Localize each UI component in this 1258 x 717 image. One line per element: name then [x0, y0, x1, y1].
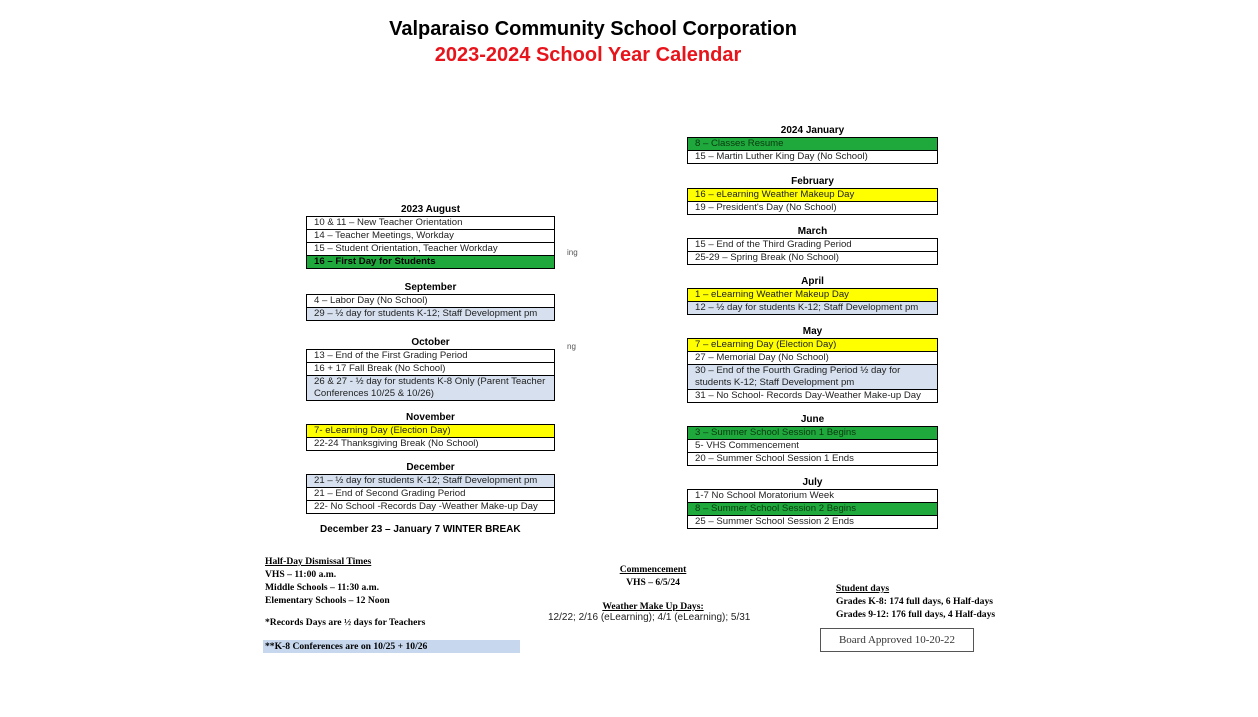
- event-row: 31 – No School- Records Day-Weather Make-up Day: [688, 389, 937, 402]
- event-row: 21 – End of Second Grading Period: [307, 487, 554, 500]
- event-row: 3 – Summer School Session 1 Begins: [688, 427, 937, 439]
- event-row: 8 – Summer School Session 2 Begins: [688, 502, 937, 515]
- event-row: 29 – ½ day for students K-12; Staff Development pm: [307, 307, 554, 320]
- month-events-table: [306, 216, 555, 269]
- event-row: 14 – Teacher Meetings, Workday: [307, 229, 554, 242]
- half-day-dismissal: [265, 555, 390, 607]
- month-events-table: [306, 349, 555, 401]
- event-row: 16 – First Day for Students: [307, 255, 554, 268]
- event-row: 8 – Classes Resume: [688, 138, 937, 150]
- student-days-k8: Grades K-8: 174 full days, 6 Half-days: [836, 596, 993, 607]
- month-events-table: [306, 294, 555, 321]
- month-heading: March: [797, 226, 828, 237]
- month-events-table: [306, 474, 555, 514]
- half-day-line: Middle Schools – 11:30 a.m.: [265, 582, 380, 593]
- event-row: 15 – Student Orientation, Teacher Workday: [307, 242, 554, 255]
- event-row: 1-7 No School Moratorium Week: [695, 490, 834, 501]
- event-row: 22- No School -Records Day -Weather Make-up Day: [307, 500, 554, 513]
- event-row: 4 – Labor Day (No School): [314, 295, 428, 306]
- half-day-title: Half-Day Dismissal Times: [265, 556, 372, 567]
- event-row: 20 – Summer School Session 1 Ends: [688, 452, 937, 465]
- half-day-line: Elementary Schools – 12 Noon: [265, 595, 390, 606]
- student-days-912: Grades 9-12: 176 full days, 4 Half-days: [836, 609, 996, 620]
- month-heading: May: [802, 326, 823, 337]
- event-row: 25-29 – Spring Break (No School): [688, 251, 937, 264]
- stray-fragment-b: ng: [567, 342, 576, 351]
- month-heading: 2023 August: [400, 204, 461, 215]
- month-heading: September: [404, 282, 457, 293]
- month-heading: November: [406, 412, 455, 423]
- month-heading: October: [411, 337, 450, 348]
- event-row: 16 + 17 Fall Break (No School): [307, 362, 554, 375]
- event-row: 7 – eLearning Day (Election Day): [688, 339, 937, 351]
- month-heading: June: [800, 414, 825, 425]
- month-events-table: [687, 238, 938, 265]
- event-row: 22-24 Thanksgiving Break (No School): [307, 437, 554, 450]
- commencement-block: [608, 563, 698, 589]
- event-row: 13 – End of the First Grading Period: [314, 350, 468, 361]
- event-row: 15 – Martin Luther King Day (No School): [688, 150, 937, 163]
- event-row: 7- eLearning Day (Election Day): [307, 425, 554, 437]
- student-days-block: [836, 582, 995, 621]
- event-row: 10 & 11 – New Teacher Orientation: [314, 217, 463, 228]
- event-row: 12 – ½ day for students K-12; Staff Development pm: [688, 301, 937, 314]
- half-day-line: VHS – 11:00 a.m.: [265, 569, 337, 580]
- month-events-table: [687, 288, 938, 315]
- calendar-subtitle: 2023-2024 School Year Calendar: [434, 44, 742, 66]
- month-events-table: [687, 137, 938, 164]
- month-events-table: [306, 424, 555, 451]
- month-heading: December: [406, 462, 455, 473]
- records-note: *Records Days are ½ days for Teachers: [265, 617, 426, 628]
- commencement-date: VHS – 6/5/24: [626, 577, 680, 588]
- month-events-table: [687, 489, 938, 529]
- month-heading: April: [801, 276, 824, 287]
- k8-conference-note: **K-8 Conferences are on 10/25 + 10/26: [263, 640, 520, 653]
- event-row: 27 – Memorial Day (No School): [688, 351, 937, 364]
- event-row: 25 – Summer School Session 2 Ends: [688, 515, 937, 528]
- event-row: 1 – eLearning Weather Makeup Day: [688, 289, 937, 301]
- winter-break-note: December 23 – January 7 WINTER BREAK: [320, 524, 521, 535]
- month-events-table: [687, 188, 938, 215]
- student-days-title: Student days: [836, 583, 890, 594]
- month-events-table: [687, 426, 938, 466]
- event-row: 15 – End of the Third Grading Period: [695, 239, 852, 250]
- event-row: 26 & 27 - ½ day for students K-8 Only (Parent Teacher Conferences 10/25 & 10/26): [307, 375, 554, 400]
- month-heading: July: [802, 477, 823, 488]
- event-row: 21 – ½ day for students K-12; Staff Development pm: [307, 475, 554, 487]
- month-events-table: [687, 338, 938, 403]
- month-heading: February: [791, 176, 834, 187]
- board-approved-box: Board Approved 10-20-22: [820, 628, 974, 652]
- event-row: 19 – President's Day (No School): [688, 201, 937, 214]
- event-row: 16 – eLearning Weather Makeup Day: [688, 189, 937, 201]
- month-heading: 2024 January: [780, 125, 845, 136]
- commencement-title: Commencement: [619, 564, 687, 575]
- event-row: 5- VHS Commencement: [688, 439, 937, 452]
- org-title: Valparaiso Community School Corporation: [389, 18, 797, 40]
- weather-makeup-title: Weather Make Up Days:: [602, 601, 704, 612]
- event-row: 30 – End of the Fourth Grading Period ½ day for students K-12; Staff Development pm: [688, 364, 937, 389]
- stray-fragment-a: ing: [567, 248, 578, 257]
- weather-makeup-dates: 12/22; 2/16 (eLearning); 4/1 (eLearning); 5/31: [548, 612, 751, 623]
